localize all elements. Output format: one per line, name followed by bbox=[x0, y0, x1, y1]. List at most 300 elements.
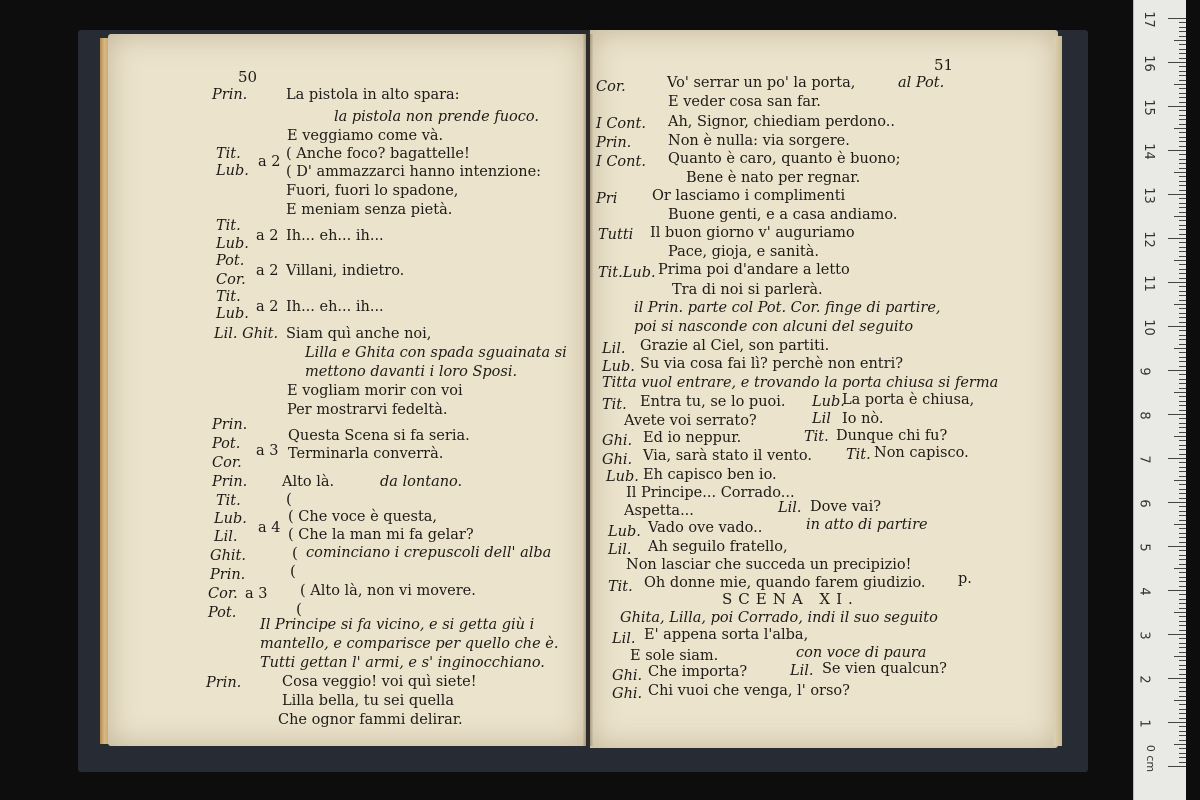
left-page-text-line: La pistola in alto spara: bbox=[286, 87, 460, 103]
ruler-tick bbox=[1179, 401, 1186, 402]
right-page-text-line: Il Principe... Corrado... bbox=[626, 485, 795, 501]
right-page-text-line: Dunque chi fu? bbox=[836, 428, 948, 444]
ruler-tick bbox=[1168, 722, 1186, 723]
ruler-tick bbox=[1179, 603, 1186, 604]
ruler-tick bbox=[1179, 212, 1186, 213]
ruler-tick bbox=[1179, 137, 1186, 138]
right-page-text-line: Non è nulla: via sorgere. bbox=[668, 133, 850, 149]
right-page-text-line: poi si nasconde con alcuni del seguito bbox=[634, 319, 914, 335]
brace: ( bbox=[286, 490, 292, 508]
right-page-text-line: Non capisco. bbox=[874, 445, 969, 461]
right-page-text-line: Pri bbox=[596, 191, 618, 207]
ruler-tick bbox=[1179, 190, 1186, 191]
left-page-text-line: Lub. bbox=[214, 511, 247, 527]
right-page-text-line: Titta vuol entrare, e trovando la porta chiusa si ferma bbox=[602, 375, 999, 391]
ruler-tick bbox=[1179, 665, 1186, 666]
ruler-number: 15 bbox=[1140, 99, 1156, 116]
ruler-tick bbox=[1179, 691, 1186, 692]
right-page-text-line: Cor. bbox=[596, 79, 626, 95]
left-page-text-line: Alto là. bbox=[282, 474, 335, 490]
left-page-text-line: Cor. bbox=[212, 455, 242, 471]
right-page-text-line: E' appena sorta l'alba, bbox=[644, 627, 809, 643]
ruler-tick bbox=[1174, 656, 1186, 657]
left-page-text-line: Terminarla converrà. bbox=[288, 446, 444, 462]
ruler-tick bbox=[1179, 493, 1186, 494]
left-page-text-line: a 2 bbox=[256, 299, 279, 315]
left-page-text-line: Tit. bbox=[216, 218, 241, 234]
left-page-text-line: mantello, e comparisce per quello che è. bbox=[260, 636, 559, 652]
brace: ( bbox=[296, 600, 302, 618]
left-page-text-line: ( Alto là, non vi movere. bbox=[300, 583, 476, 599]
ruler-tick bbox=[1179, 141, 1186, 142]
right-page-text-line: Tra di noi si parlerà. bbox=[672, 282, 823, 298]
left-page-text-line: Villani, indietro. bbox=[286, 263, 405, 279]
right-page-text-line: Bene è nato per regnar. bbox=[686, 170, 861, 186]
ruler-tick bbox=[1168, 678, 1186, 679]
left-page-text-line: Ih... eh... ih... bbox=[286, 228, 384, 244]
brace: ( bbox=[290, 562, 296, 580]
ruler-tick bbox=[1179, 427, 1186, 428]
right-page-text-line: Aspetta... bbox=[624, 503, 694, 519]
ruler-tick bbox=[1179, 643, 1186, 644]
ruler-tick bbox=[1179, 713, 1186, 714]
ruler-tick bbox=[1174, 128, 1186, 129]
ruler-tick bbox=[1168, 634, 1186, 635]
ruler-tick bbox=[1179, 652, 1186, 653]
ruler-tick bbox=[1179, 286, 1186, 287]
ruler-number: 8 bbox=[1136, 411, 1152, 420]
ruler-tick bbox=[1179, 251, 1186, 252]
ruler-tick bbox=[1179, 198, 1186, 199]
right-page-text-line: Via, sarà stato il vento. bbox=[643, 448, 812, 464]
right-page-text-line: Ghi. bbox=[602, 452, 633, 468]
ruler-number: 9 bbox=[1136, 367, 1152, 376]
ruler-tick bbox=[1179, 36, 1186, 37]
right-page-edge bbox=[1054, 36, 1062, 746]
ruler-tick bbox=[1174, 744, 1186, 745]
right-page-text-line: Lil. bbox=[790, 663, 814, 679]
ruler-tick bbox=[1179, 476, 1186, 477]
ruler-tick bbox=[1179, 273, 1186, 274]
ruler-tick bbox=[1179, 454, 1186, 455]
left-page-text-line: Tit. bbox=[216, 493, 241, 509]
ruler-tick bbox=[1179, 537, 1186, 538]
right-page-text-line: al Pot. bbox=[898, 75, 945, 91]
ruler-unit-label: 0 cm bbox=[1144, 744, 1158, 773]
ruler-tick bbox=[1179, 220, 1186, 221]
right-page-text-line: Se vien qualcun? bbox=[822, 661, 947, 677]
left-page-text-line: Cosa veggio! voi quì siete! bbox=[282, 674, 477, 690]
ruler-tick bbox=[1179, 119, 1186, 120]
ruler-tick bbox=[1179, 66, 1186, 67]
left-page-text-line: Lub. bbox=[216, 163, 249, 179]
left-page-text-line: Pot. bbox=[212, 436, 241, 452]
ruler-tick bbox=[1179, 762, 1186, 763]
ruler-tick bbox=[1179, 731, 1186, 732]
ruler-tick bbox=[1179, 379, 1186, 380]
left-page-text-line: Prin. bbox=[212, 474, 248, 490]
ruler-number: 13 bbox=[1140, 187, 1156, 204]
ruler-tick bbox=[1179, 520, 1186, 521]
ruler-tick bbox=[1179, 528, 1186, 529]
ruler-tick bbox=[1174, 304, 1186, 305]
ruler-tick bbox=[1179, 357, 1186, 358]
right-page-text-line: E veder cosa san far. bbox=[668, 94, 821, 110]
right-page-text-line: con voce di paura bbox=[796, 645, 927, 661]
left-page-text-line: ( D' ammazzarci hanno intenzione: bbox=[286, 164, 542, 180]
right-page-text-line: Chi vuoi che venga, l' orso? bbox=[648, 683, 850, 699]
ruler-tick bbox=[1179, 489, 1186, 490]
left-page-text-line: Lub. bbox=[216, 306, 249, 322]
ruler-tick bbox=[1179, 462, 1186, 463]
ruler-tick bbox=[1168, 238, 1186, 239]
ruler-tick bbox=[1179, 608, 1186, 609]
right-page-text-line: il Prin. parte col Pot. Cor. finge di partire, bbox=[634, 300, 941, 316]
left-page-text-line: Tit. bbox=[216, 146, 241, 162]
ruler-tick bbox=[1179, 176, 1186, 177]
ruler-tick bbox=[1179, 124, 1186, 125]
ruler-tick bbox=[1168, 590, 1186, 591]
ruler-tick bbox=[1179, 264, 1186, 265]
right-page-text-line: I Cont. bbox=[596, 116, 646, 132]
ruler-tick bbox=[1179, 207, 1186, 208]
ruler-tick bbox=[1179, 432, 1186, 433]
right-page-text-line: Ghita, Lilla, poi Corrado, indi il suo seguito bbox=[620, 610, 938, 626]
right-page-text-line: Eh capisco ben io. bbox=[643, 467, 777, 483]
ruler-number: 11 bbox=[1140, 275, 1156, 292]
measuring-ruler bbox=[1133, 0, 1186, 800]
ruler-tick bbox=[1179, 586, 1186, 587]
right-page-text-line: Lub. bbox=[602, 359, 635, 375]
ruler-tick bbox=[1179, 154, 1186, 155]
ruler-tick bbox=[1179, 418, 1186, 419]
ruler-tick bbox=[1168, 546, 1186, 547]
ruler-tick bbox=[1179, 550, 1186, 551]
ruler-tick bbox=[1179, 704, 1186, 705]
left-page-text-line: Lil. bbox=[214, 529, 238, 545]
right-page-text-line: p. bbox=[958, 571, 972, 587]
ruler-tick bbox=[1168, 282, 1186, 283]
ruler-tick bbox=[1179, 75, 1186, 76]
ruler-tick bbox=[1179, 339, 1186, 340]
ruler-tick bbox=[1179, 740, 1186, 741]
left-page-text-line: Tutti gettan l' armi, e s' inginocchiano. bbox=[260, 655, 545, 671]
ruler-tick bbox=[1179, 317, 1186, 318]
ruler-tick bbox=[1179, 330, 1186, 331]
ruler-tick bbox=[1179, 168, 1186, 169]
right-page-text-line: Lil. bbox=[612, 631, 636, 647]
ruler-number: 10 bbox=[1140, 319, 1156, 336]
ruler-tick bbox=[1179, 405, 1186, 406]
ruler-number: 12 bbox=[1140, 231, 1156, 248]
ruler-tick bbox=[1168, 106, 1186, 107]
right-page-number: 51 bbox=[934, 56, 954, 74]
left-page-text-line: a 2 bbox=[256, 228, 279, 244]
ruler-tick bbox=[1179, 22, 1186, 23]
ruler-tick bbox=[1168, 194, 1186, 195]
ruler-tick bbox=[1179, 449, 1186, 450]
ruler-tick bbox=[1179, 467, 1186, 468]
ruler-tick bbox=[1179, 647, 1186, 648]
ruler-tick bbox=[1179, 344, 1186, 345]
ruler-tick bbox=[1179, 616, 1186, 617]
right-page-text-line: Ed io neppur. bbox=[643, 430, 742, 446]
ruler-tick bbox=[1179, 71, 1186, 72]
left-page-text-line: la pistola non prende fuoco. bbox=[334, 109, 539, 125]
left-page-text-line: a 4 bbox=[258, 520, 281, 536]
ruler-number: 14 bbox=[1140, 143, 1156, 160]
left-page-text-line: ( Anche foco? bagattelle! bbox=[286, 146, 470, 162]
ruler-tick bbox=[1179, 674, 1186, 675]
right-page-text-line: Prin. bbox=[596, 135, 632, 151]
right-page-text-line: Tit. bbox=[804, 429, 829, 445]
right-page-text-line: La porta è chiusa, bbox=[842, 392, 975, 408]
ruler-tick bbox=[1179, 203, 1186, 204]
ruler-tick bbox=[1179, 396, 1186, 397]
ruler-tick bbox=[1179, 484, 1186, 485]
left-page-text-line: a 2 bbox=[256, 263, 279, 279]
ruler-tick bbox=[1179, 242, 1186, 243]
left-page-text-line: E vogliam morir con voi bbox=[287, 383, 463, 399]
right-page-text-line: Grazie al Ciel, son partiti. bbox=[640, 338, 830, 354]
left-page-text-line: ( Che voce è questa, bbox=[288, 509, 438, 525]
ruler-tick bbox=[1179, 110, 1186, 111]
right-page-text-line: Vado ove vado.. bbox=[648, 520, 763, 536]
right-page-text-line: Tit. bbox=[846, 447, 871, 463]
ruler-number: 4 bbox=[1136, 587, 1152, 596]
right-page-text-line: Lub. bbox=[812, 394, 845, 410]
ruler-tick bbox=[1179, 234, 1186, 235]
right-page-text-line: SCENA XI. bbox=[722, 590, 859, 608]
right-page-text-line: Su via cosa fai lì? perchè non entri? bbox=[640, 356, 903, 372]
ruler-tick bbox=[1179, 748, 1186, 749]
left-page-text-line: Lilla bella, tu sei quella bbox=[282, 693, 454, 709]
right-page-text-line: Io nò. bbox=[842, 411, 884, 427]
ruler-tick bbox=[1174, 392, 1186, 393]
right-page-text-line: Entra tu, se lo puoi. bbox=[640, 394, 786, 410]
ruler-tick bbox=[1179, 102, 1186, 103]
ruler-tick bbox=[1174, 260, 1186, 261]
ruler-tick bbox=[1179, 709, 1186, 710]
ruler-tick bbox=[1168, 370, 1186, 371]
right-page-text-line: Lub. bbox=[606, 469, 639, 485]
left-page-text-line: Cor. bbox=[208, 586, 238, 602]
left-page-text-line: cominciano i crepuscoli dell' alba bbox=[306, 545, 552, 561]
ruler-tick bbox=[1174, 436, 1186, 437]
ruler-tick bbox=[1179, 471, 1186, 472]
ruler-number: 3 bbox=[1136, 631, 1152, 640]
left-page-text-line: a 3 bbox=[256, 443, 279, 459]
ruler-tick bbox=[1179, 594, 1186, 595]
right-page-text-line: in atto di partire bbox=[806, 517, 928, 533]
brace: ( bbox=[292, 544, 298, 562]
left-page-text-line: Pot. bbox=[216, 253, 245, 269]
right-page-text-line: Tutti bbox=[598, 227, 634, 243]
ruler-tick bbox=[1179, 423, 1186, 424]
left-page-text-line: Siam quì anche noi, bbox=[286, 326, 432, 342]
ruler-tick bbox=[1179, 625, 1186, 626]
ruler-tick bbox=[1179, 533, 1186, 534]
ruler-tick bbox=[1179, 753, 1186, 754]
left-page-text-line: Lilla e Ghita con spada sguainata si bbox=[305, 345, 567, 361]
ruler-tick bbox=[1179, 669, 1186, 670]
ruler-tick bbox=[1179, 445, 1186, 446]
ruler-tick bbox=[1168, 458, 1186, 459]
ruler-tick bbox=[1174, 84, 1186, 85]
ruler-number: 7 bbox=[1136, 455, 1152, 464]
ruler-tick bbox=[1179, 638, 1186, 639]
left-page-text-line: Cor. bbox=[216, 272, 246, 288]
left-page-number: 50 bbox=[238, 68, 258, 86]
ruler-tick bbox=[1179, 660, 1186, 661]
left-page-text-line: a 2 bbox=[258, 154, 281, 170]
right-page-text-line: Che importa? bbox=[648, 664, 748, 680]
ruler-tick bbox=[1168, 18, 1186, 19]
left-page-text-line: a 3 bbox=[245, 586, 268, 602]
ruler-tick bbox=[1179, 308, 1186, 309]
ruler-tick bbox=[1179, 735, 1186, 736]
ruler-number: 2 bbox=[1136, 675, 1152, 684]
right-page-text-line: Tit. bbox=[602, 397, 627, 413]
ruler-tick bbox=[1168, 326, 1186, 327]
ruler-tick bbox=[1174, 480, 1186, 481]
ruler-tick bbox=[1179, 88, 1186, 89]
left-page-text-line: Questa Scena si fa seria. bbox=[288, 428, 470, 444]
ruler-tick bbox=[1179, 58, 1186, 59]
ruler-tick bbox=[1179, 361, 1186, 362]
ruler-tick bbox=[1179, 687, 1186, 688]
right-page-text-line: Quanto è caro, quanto è buono; bbox=[668, 151, 901, 167]
ruler-tick bbox=[1179, 146, 1186, 147]
right-page-text-line: Buone genti, e a casa andiamo. bbox=[668, 207, 898, 223]
ruler-tick bbox=[1179, 278, 1186, 279]
ruler-tick bbox=[1179, 163, 1186, 164]
ruler-tick bbox=[1174, 172, 1186, 173]
ruler-tick bbox=[1179, 577, 1186, 578]
ruler-tick bbox=[1179, 49, 1186, 50]
left-page-text-line: da lontano. bbox=[380, 474, 463, 490]
ruler-tick bbox=[1179, 335, 1186, 336]
ruler-tick bbox=[1179, 555, 1186, 556]
ruler-tick bbox=[1179, 374, 1186, 375]
right-page-text-line: Lil. bbox=[608, 542, 632, 558]
right-page-text-line: Ah, Signor, chiediam perdono.. bbox=[668, 114, 895, 130]
ruler-number: 17 bbox=[1140, 11, 1156, 28]
right-page-text-line: Ghi. bbox=[602, 433, 633, 449]
ruler-tick bbox=[1179, 313, 1186, 314]
ruler-tick bbox=[1179, 581, 1186, 582]
left-page-text-line: E veggiamo come và. bbox=[287, 128, 444, 144]
ruler-tick bbox=[1179, 256, 1186, 257]
ruler-tick bbox=[1179, 27, 1186, 28]
ruler-tick bbox=[1179, 757, 1186, 758]
ruler-tick bbox=[1179, 682, 1186, 683]
ruler-tick bbox=[1168, 150, 1186, 151]
ruler-tick bbox=[1179, 322, 1186, 323]
left-page-text-line: ( Che la man mi fa gelar? bbox=[288, 527, 474, 543]
left-page-text-line: Lil. Ghit. bbox=[214, 326, 279, 342]
ruler-tick bbox=[1179, 80, 1186, 81]
ruler-tick bbox=[1174, 348, 1186, 349]
ruler-tick bbox=[1174, 524, 1186, 525]
left-page-text-line: Che ognor fammi delirar. bbox=[278, 712, 463, 728]
right-page-text-line: Tit.Lub. bbox=[598, 265, 656, 281]
ruler-tick bbox=[1179, 388, 1186, 389]
left-page-text-line: Tit. bbox=[216, 289, 241, 305]
ruler-tick bbox=[1179, 621, 1186, 622]
ruler-tick bbox=[1179, 247, 1186, 248]
right-page-text-line: Ghi. bbox=[612, 686, 643, 702]
left-page-text-line: mettono davanti i loro Sposi. bbox=[305, 364, 518, 380]
ruler-tick bbox=[1174, 612, 1186, 613]
ruler-tick bbox=[1179, 295, 1186, 296]
right-page-text-line: Vo' serrar un po' la porta, bbox=[667, 75, 856, 91]
ruler-tick bbox=[1168, 414, 1186, 415]
ruler-tick bbox=[1179, 383, 1186, 384]
ruler-tick bbox=[1179, 181, 1186, 182]
ruler-tick bbox=[1179, 440, 1186, 441]
left-page-text-line: Fuori, fuori lo spadone, bbox=[286, 183, 459, 199]
left-page-text-line: Il Principe si fa vicino, e si getta giù i bbox=[260, 617, 535, 633]
ruler-tick bbox=[1179, 506, 1186, 507]
right-page-text-line: Il buon giorno v' auguriamo bbox=[650, 225, 855, 241]
ruler-tick bbox=[1179, 269, 1186, 270]
left-page-text-line: Prin. bbox=[212, 417, 248, 433]
ruler-tick bbox=[1179, 300, 1186, 301]
ruler-tick bbox=[1179, 44, 1186, 45]
ruler-tick bbox=[1174, 40, 1186, 41]
ruler-tick bbox=[1174, 216, 1186, 217]
right-page-text-line: Lil bbox=[812, 411, 831, 427]
right-page-text-line: Non lasciar che succeda un precipizio! bbox=[626, 557, 912, 573]
ruler-tick bbox=[1179, 572, 1186, 573]
ruler-tick bbox=[1179, 132, 1186, 133]
ruler-tick bbox=[1179, 599, 1186, 600]
ruler-tick bbox=[1179, 31, 1186, 32]
ruler-tick bbox=[1179, 229, 1186, 230]
ruler-tick bbox=[1179, 115, 1186, 116]
ruler-tick bbox=[1179, 498, 1186, 499]
ruler-tick bbox=[1179, 352, 1186, 353]
left-page-text-line: Lub. bbox=[216, 236, 249, 252]
left-page-text-line: Pot. bbox=[208, 605, 237, 621]
right-page-text-line: Prima poi d'andare a letto bbox=[658, 262, 850, 278]
ruler-number: 5 bbox=[1136, 543, 1152, 552]
ruler-tick bbox=[1168, 766, 1186, 767]
ruler-tick bbox=[1179, 97, 1186, 98]
right-page-text-line: Lil. bbox=[778, 500, 802, 516]
ruler-tick bbox=[1174, 568, 1186, 569]
ruler-tick bbox=[1179, 511, 1186, 512]
ruler-number: 1 bbox=[1136, 719, 1152, 728]
ruler-tick bbox=[1179, 53, 1186, 54]
right-page-text-line: Ah seguilo fratello, bbox=[648, 539, 788, 555]
right-page-text-line: Tit. bbox=[608, 579, 633, 595]
ruler-tick bbox=[1179, 630, 1186, 631]
ruler-tick bbox=[1179, 559, 1186, 560]
ruler-number: 6 bbox=[1136, 499, 1152, 508]
left-page-text-line: Prin. bbox=[212, 87, 248, 103]
book-gutter bbox=[583, 34, 593, 746]
ruler-tick bbox=[1179, 225, 1186, 226]
left-page-text-line: Prin. bbox=[210, 567, 246, 583]
ruler-tick bbox=[1179, 696, 1186, 697]
right-page-text-line: Pace, gioja, e sanità. bbox=[668, 244, 820, 260]
left-page-text-line: E meniam senza pietà. bbox=[286, 202, 453, 218]
ruler-tick bbox=[1174, 700, 1186, 701]
ruler-number: 16 bbox=[1140, 55, 1156, 72]
ruler-tick bbox=[1168, 62, 1186, 63]
